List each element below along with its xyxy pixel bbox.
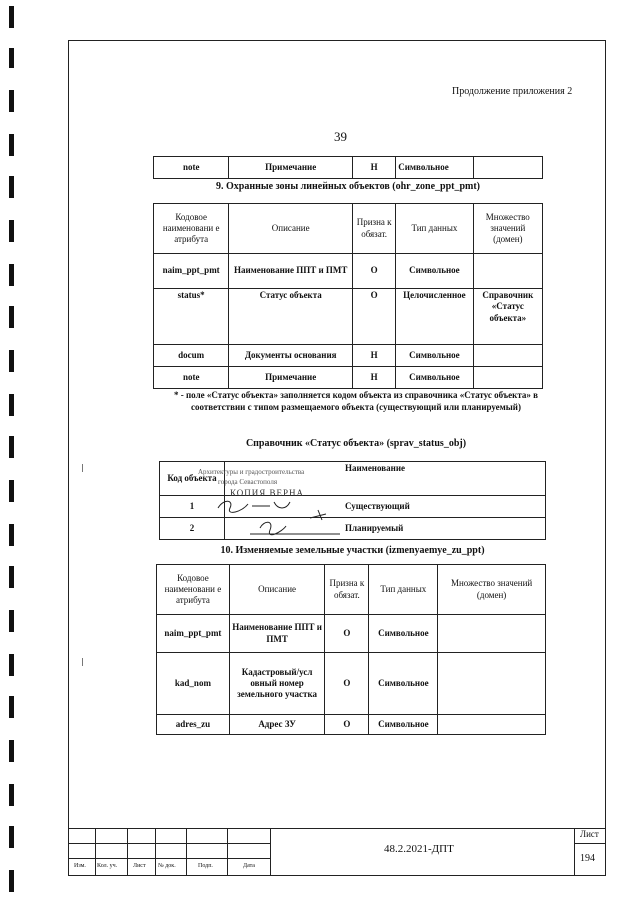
- s10-cell: О: [325, 653, 369, 715]
- dir-cell-code: 1: [160, 496, 225, 518]
- tb-caption-kol: Кол. уч.: [97, 863, 118, 869]
- s9-cell: О: [353, 254, 396, 289]
- s9-cell: Символьное: [396, 254, 473, 289]
- s9-header-required: Призна к обязат.: [353, 204, 396, 254]
- signature-scribble: [190, 496, 350, 542]
- s9-cell: note: [154, 367, 229, 389]
- s10-header-values: Множество значений (домен): [438, 565, 546, 615]
- s10-cell: Символьное: [369, 715, 438, 735]
- s9-cell: Справочник «Статус объекта»: [473, 289, 542, 345]
- stamp-line: Архитектуры и градостроительства: [198, 468, 305, 476]
- s9-cell: Документы основания: [229, 345, 353, 367]
- s10-cell: Адрес ЗУ: [229, 715, 324, 735]
- s9-cell: О: [353, 289, 396, 345]
- s9-header-type: Тип данных: [396, 204, 473, 254]
- table-row: [154, 289, 543, 345]
- table-row: [157, 715, 546, 735]
- s9-cell: [473, 254, 542, 289]
- section9-table: [153, 203, 543, 389]
- dir-cell-code: 2: [160, 518, 225, 540]
- s10-cell: О: [325, 615, 369, 653]
- section10-title: 10. Изменяемые земельные участки (izmenyaemye_zu_ppt): [220, 545, 485, 556]
- s9-header-description: Описание: [229, 204, 353, 254]
- s9-cell: docum: [154, 345, 229, 367]
- s10-header-description: Описание: [229, 565, 324, 615]
- page-number: 39: [334, 129, 347, 144]
- s9-cell: Наименование ППТ и ПМТ: [229, 254, 353, 289]
- tb-caption-data: Дата: [243, 863, 255, 869]
- note-row-table: [153, 156, 543, 179]
- s9-cell: Символьное: [396, 345, 473, 367]
- sheet-label: Лист: [580, 829, 599, 839]
- s10-cell: Наименование ППТ и ПМТ: [229, 615, 324, 653]
- dir-header-name: Наименование: [225, 462, 546, 496]
- s9-cell: Примечание: [229, 367, 353, 389]
- binding-marks: [0, 0, 20, 905]
- tb-caption-list: Лист: [133, 863, 146, 869]
- continuation-label: Продолжение приложения 2: [452, 86, 573, 97]
- s10-cell: [438, 653, 546, 715]
- sheet-number: 194: [580, 853, 595, 864]
- s9-header-code: Кодовое наименовани е атрибута: [154, 204, 229, 254]
- s9-header-values: Множество значений (домен): [473, 204, 542, 254]
- s9-cell: [473, 367, 542, 389]
- section9-header-row: [154, 204, 543, 254]
- s9-cell: Целочисленное: [396, 289, 473, 345]
- table-row: [157, 653, 546, 715]
- s10-cell: [438, 615, 546, 653]
- s10-cell: adres_zu: [157, 715, 230, 735]
- s10-header-code: Кодовое наименовани е атрибута: [157, 565, 230, 615]
- s9-cell: Н: [353, 345, 396, 367]
- table-row: [154, 254, 543, 289]
- s9-cell: Н: [353, 367, 396, 389]
- s10-cell: naim_ppt_pmt: [157, 615, 230, 653]
- s10-cell: [438, 715, 546, 735]
- s10-header-required: Призна к обязат.: [325, 565, 369, 615]
- section10-table: [156, 564, 546, 735]
- s9-cell: status*: [154, 289, 229, 345]
- dir-cell-name: Существующий: [225, 496, 546, 518]
- tb-caption-izm: Изм.: [74, 863, 86, 869]
- s10-cell: kad_nom: [157, 653, 230, 715]
- s9-cell: Символьное: [396, 367, 473, 389]
- s10-header-type: Тип данных: [369, 565, 438, 615]
- tb-caption-podp: Подп.: [198, 863, 213, 869]
- table-row: [154, 345, 543, 367]
- section9-title: 9. Охранные зоны линейных объектов (ohr_zone_ppt_pmt): [215, 181, 481, 192]
- dir-header-code: Код объекта: [160, 462, 225, 496]
- s9-cell: [473, 345, 542, 367]
- note-row-required: Н: [353, 157, 396, 179]
- s9-cell: Статус объекта: [229, 289, 353, 345]
- s10-cell: Символьное: [369, 653, 438, 715]
- note-row-code: note: [154, 157, 229, 179]
- s10-cell: Символьное: [369, 615, 438, 653]
- stamp-copy-label: КОПИЯ ВЕРНА: [230, 488, 305, 498]
- table-row: [154, 367, 543, 389]
- table-row: [157, 615, 546, 653]
- margin-tick: [82, 658, 83, 666]
- s9-cell: naim_ppt_pmt: [154, 254, 229, 289]
- note-row-description: Примечание: [229, 157, 353, 179]
- s10-cell: О: [325, 715, 369, 735]
- dir-cell-name: Планируемый: [225, 518, 546, 540]
- tb-caption-doc: № док.: [158, 863, 176, 869]
- status-footnote: * - поле «Статус объекта» заполняется кодом объекта из справочника «Статус объекта» в соответствии с типом размещаемого объекта (существующий или планируемый): [174, 390, 538, 412]
- note-row-type: Символьное: [396, 157, 473, 179]
- margin-tick: [82, 464, 83, 472]
- document-code: 48.2.2021-ДПТ: [384, 843, 454, 855]
- note-row-values: [473, 157, 542, 179]
- section10-header-row: [157, 565, 546, 615]
- stamp-line: города Севастополя: [218, 478, 278, 486]
- directory-title: Справочник «Статус объекта» (sprav_status_obj): [245, 438, 467, 449]
- s10-cell: Кадастровый/усл овный номер земельного участка: [229, 653, 324, 715]
